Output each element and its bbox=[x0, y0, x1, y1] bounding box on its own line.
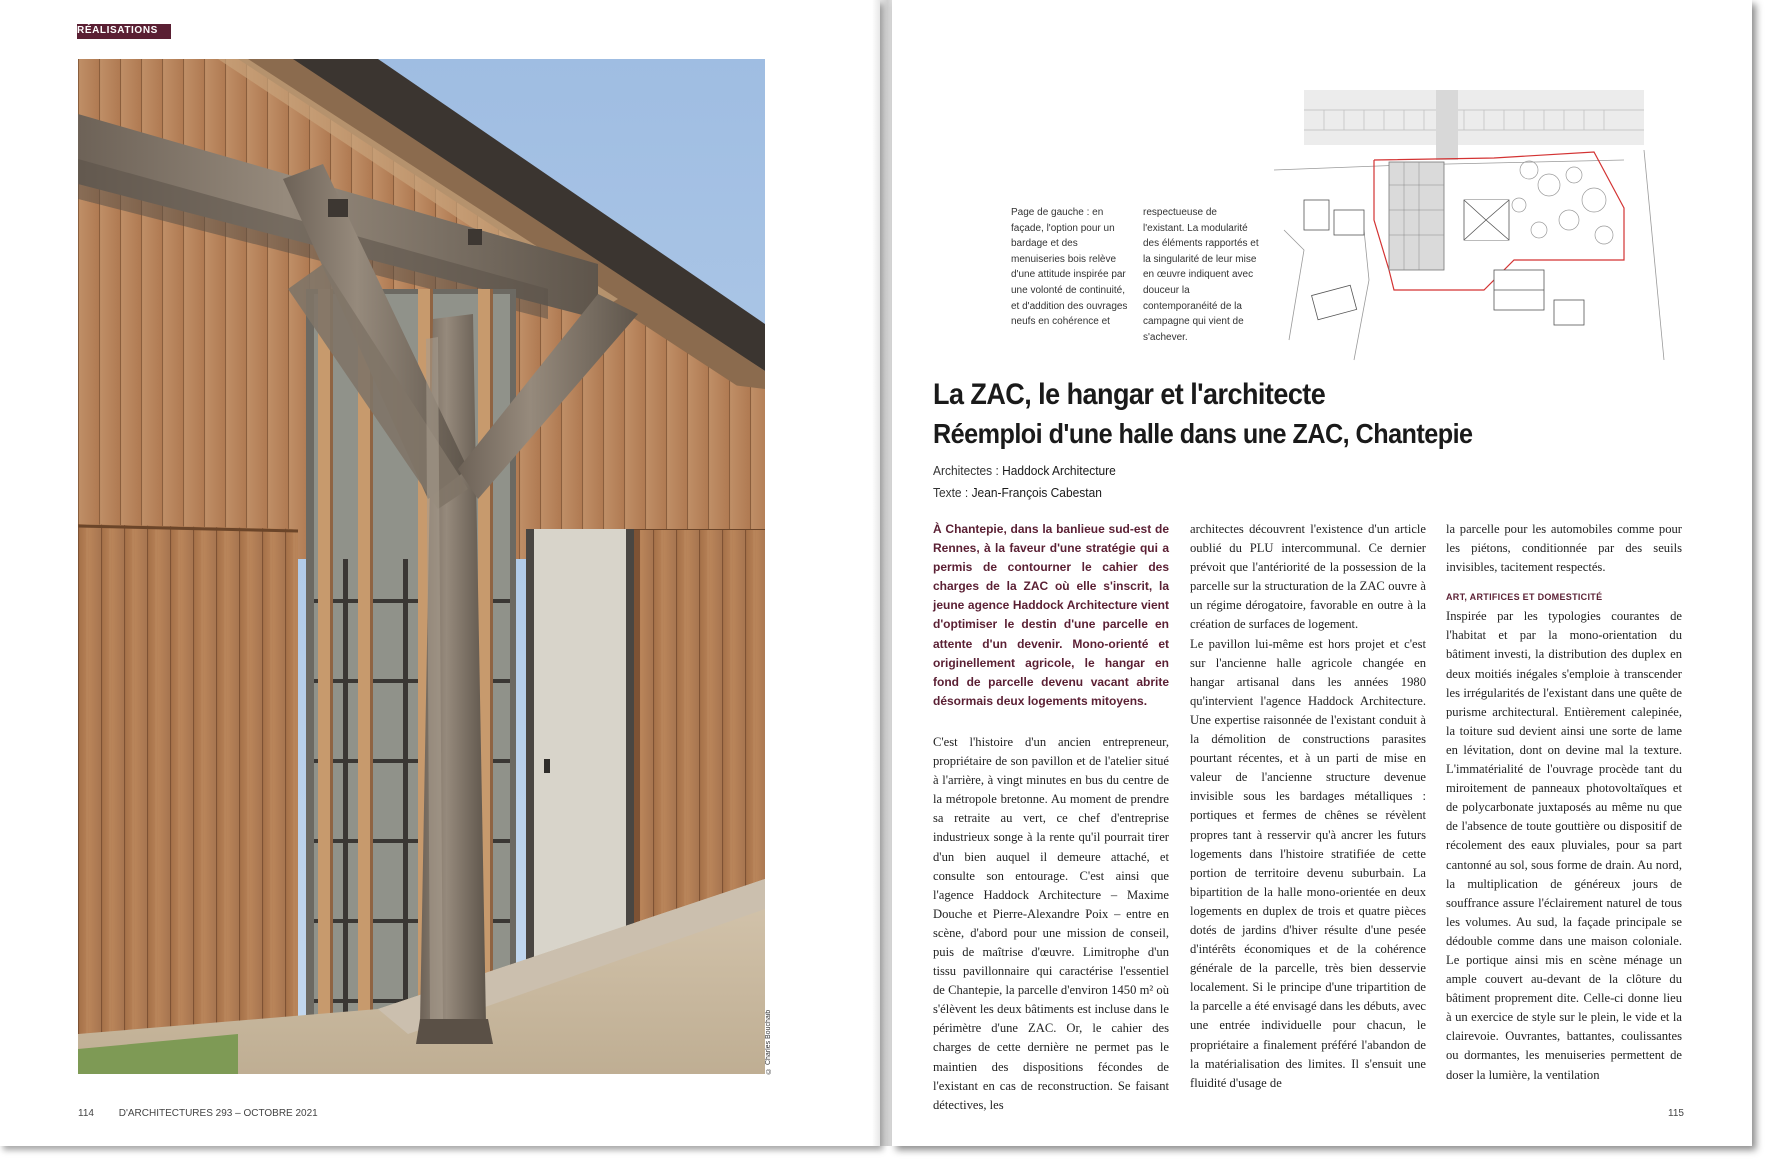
right-page bbox=[892, 0, 1752, 1146]
left-footer bbox=[78, 1108, 318, 1119]
author-label: Texte : bbox=[933, 485, 972, 500]
article-paragraph: C'est l'histoire d'un ancien entrepreneur, propriétaire de son pavillon et de l'atelier situé à l'arrière, à vingt minutes en bus du centre de la métropole bretonne. Au moment de prendre sa retraite au vert, ce chef d'entreprise industrieux songe à la rente qu'il pourrait tirer d'un bien auquel il demeure attaché, et consulte son entourage. C'est ainsi que l'agence Haddock Architecture – Maxime Douche et Pierre-Alexandre Poix – entre en scène, d'abord pour une mission de conseil, puis de maîtrise d'œuvre. Limitrophe d'un tissu pavillonnaire qui caractérise l'essentiel de Chantepie, la parcelle d'environ 1450 m² où s'élèvent les deux bâtiments est incluse dans le périmètre d'une ZAC. Or, le cahier des charges de cette dernière ne permet pas le maintien des dispositions fécondes de l'existant en cas de reconstruction. Se faisant détectives, les bbox=[933, 734, 1169, 1112]
building-photo bbox=[78, 59, 765, 1074]
article-paragraph: architectes découvrent l'existence d'un article oublié du PLU intercommunal. Ce dernier prévoit que l'antériorité de la possession de la parcelle sur la structuration de la ZAC ouvre à un régime dérogatoire, favorable en outre à la création de surfaces de logement. bbox=[1190, 522, 1426, 632]
article-column-2 bbox=[1190, 520, 1426, 1093]
magazine-issue: D'ARCHITECTURES 293 – OCTOBRE 2021 bbox=[118, 1108, 318, 1119]
article-column-3 bbox=[1446, 520, 1682, 1085]
section-rubric bbox=[77, 24, 171, 39]
photo-caption-col2: respectueuse de l'existant. La modularité des éléments rapportés et la singularité de leur mise en œuvre indiquent avec douceur la contemporanéité de la campagne qui vient de s'achever. bbox=[1143, 207, 1259, 343]
architects-label: Architectes : bbox=[933, 463, 1003, 478]
site-plan-drawing bbox=[1264, 90, 1676, 362]
article-subtitle: Réemploi d'une halle dans une ZAC, Chantepie bbox=[933, 418, 1473, 449]
article-paragraph: Le pavillon lui-même est hors projet et c'est sur l'ancienne halle agricole changée en hangar artisanal dans les années 1980 qu'intervient l'agence Haddock Architecture. Une expertise raisonnée de l'existant conduit à la démolition de constructions parasites pourtant récentes, et à un parti de mise en valeur de l'ancienne structure devenue invisible sous les bardages métalliques : portiques et fermes de chênes se révèlent propres tant à resservir qu'à ancrer les futurs logements dans l'histoire stratifiée de cette portion de territoire devenu suburbain. La bipartition de la halle mono-orientée en deux logements en duplex de trois et quatre pièces dotés de jardins d'hiver résulte d'une pesée d'intérêts économiques et de la cohérence générale de la parcelle, très bien desservie localement. Si le principe d'une tripartition de la parcelle a été envisagé dans les débuts, avec une entrée individuelle pour chacun, le propriétaire a finalement préféré l'abandon de la matérialisation des limites. Il s'ensuit une fluidité d'usage de bbox=[1190, 636, 1426, 1090]
author-credit bbox=[933, 485, 1102, 500]
left-page-number: 114 bbox=[78, 1108, 94, 1119]
left-page bbox=[0, 0, 880, 1146]
article-lede: À Chantepie, dans la banlieue sud-est de Rennes, à la faveur d'une stratégie qui a permis de contourner le cahier des charges de la ZAC où elle s'inscrit, la jeune agence Haddock Architecture vient d'optimiser le destin d'une parcelle en attente d'un devenir. Mono-orienté et originellement agricole, le hangar en fond de parcelle devenu vacant abrite désormais deux logements mitoyens. bbox=[933, 522, 1169, 708]
article-column-1 bbox=[933, 520, 1169, 1115]
article-title: La ZAC, le hangar et l'architecte bbox=[933, 378, 1326, 411]
rubric-label: RÉALISATIONS bbox=[77, 25, 158, 36]
right-page-number: 115 bbox=[1668, 1108, 1684, 1119]
photo-credit: © Charles Bouchaib bbox=[765, 1009, 772, 1074]
architects-credit bbox=[933, 463, 1116, 478]
article-paragraph: Inspirée par les typologies courantes de l'habitat et par la mono-orientation du bâtiment investi, la distribution des duplex en deux moitiés inégales s'emploie à transcender les irrégularités de l'existant dans une quête de purisme architectural. Entièrement calepinée, la toiture sud devient ainsi une sorte de lame en lévitation, dont on devine mal la texture. L'immatérialité de l'ouvrage procède tant du miroitement de panneaux photovoltaïques et de polycarbonate juxtaposés au même nu que de l'absence de toute gouttière ou dispositif de récolement des eaux pluviales, pour sa part cantonné au sol, sous forme de drain. Au nord, la multiplication de généreux jours de souffrance assure l'éclairement naturel de tous les volumes. Au sud, la façade principale se dédouble comme dans une maison coloniale. Le portique ainsi mis en scène ménage un ample couvert au-devant de la clôture du bâtiment proprement dite. Celle-ci donne lieu à un exercice de style sur le plein, le vide et la clairevoie. Ouvrantes, battantes, coulissantes ou dormantes, les menuiseries permettent de doser la lumière, la ventilation bbox=[1446, 609, 1682, 1082]
section-subheading: ART, ARTIFICES ET DOMESTICITÉ bbox=[1446, 592, 1603, 603]
author-name: Jean-François Cabestan bbox=[971, 485, 1102, 500]
article-paragraph: la parcelle pour les automobiles comme pour les piétons, conditionnée par des seuils invisibles, tacitement respectés. bbox=[1446, 522, 1682, 575]
photo-caption-col1: Page de gauche : en façade, l'option pour un bardage et des menuiseries bois relève d'une attitude inspirée par une volonté de continuité, et d'addition des ouvrages neufs en cohérence et bbox=[1011, 207, 1128, 328]
architects-name: Haddock Architecture bbox=[1002, 463, 1116, 478]
